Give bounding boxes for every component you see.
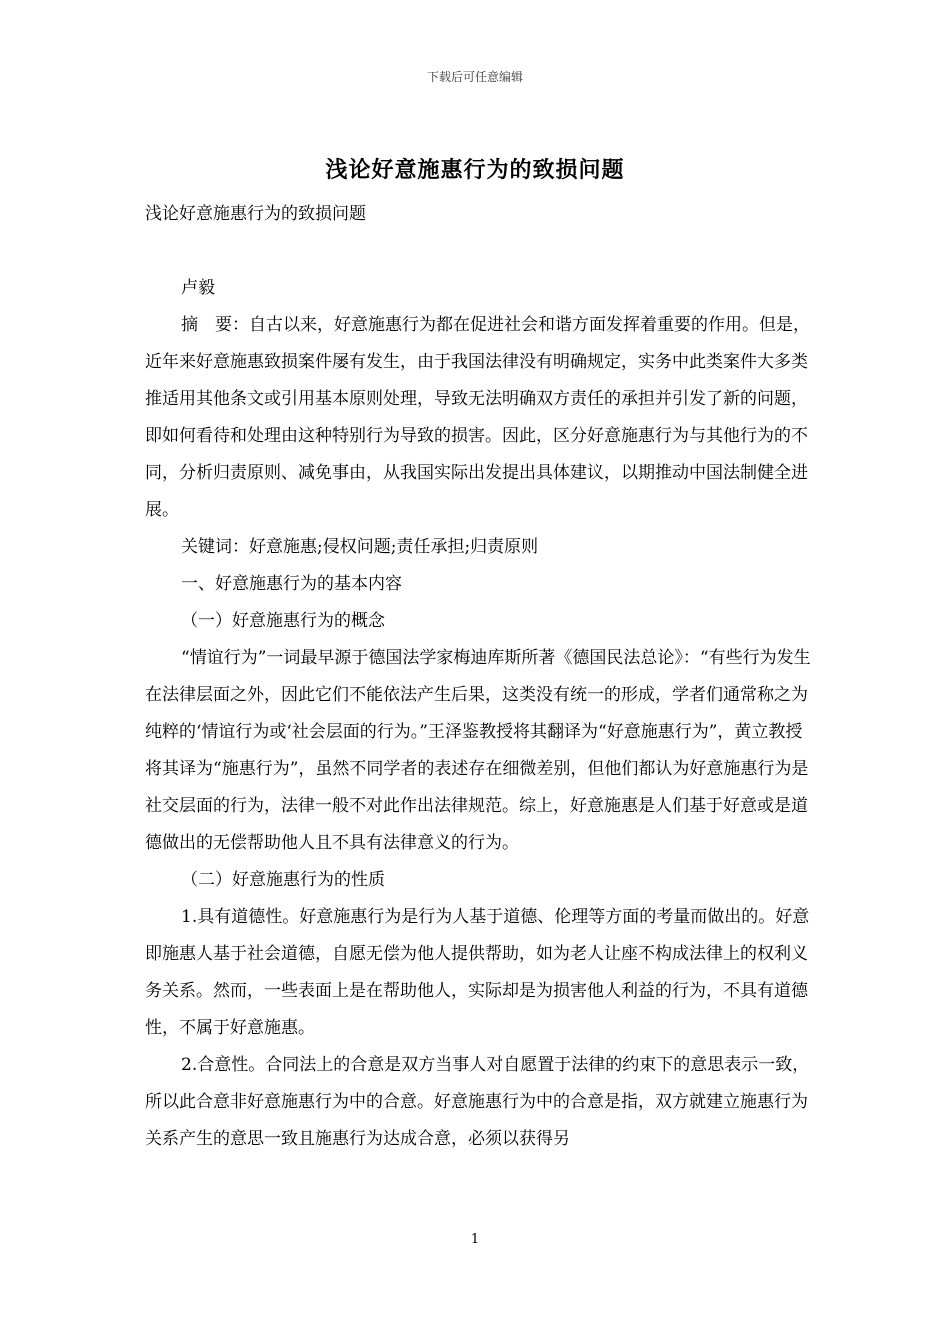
concept-paragraph: “情谊行为”一词最早源于德国法学家梅迪库斯所著《德国民法总论》：“有些行为发生在法律层面之外，因此它们不能依法产生后果，这类没有统一的形成，学者们通常称之为纯粹的‘情谊行为或‘社会层面的行为。”王泽鉴教授将其翻译为“好意施惠行为”，黄立教授将其译为“施惠行为”，虽然不同学者的表述存在细微差别，但他们都认为好意施惠行为是社交层面的行为，法律一般不对此作出法律规范。综上，好意施惠是人们基于好意或是道德做出的无偿帮助他人且不具有法律意义的行为。 <box>145 648 811 853</box>
page-header-note: 下载后可任意编辑 <box>426 70 523 84</box>
moral-paragraph: 1.具有道德性。好意施惠行为是行为人基于道德、伦理等方面的考量而做出的。好意即施惠人基于社会道德，自愿无偿为他人提供帮助，如为老人让座不构成法律上的权利义务关系。然而，一些表面上是在帮助他人，实际却是为损害他人利益的行为，不具有道德性，不属于好意施惠。 <box>145 907 810 1038</box>
document-body <box>145 196 817 1158</box>
document-subtitle: 浅论好意施惠行为的致损问题 <box>145 204 366 224</box>
document-title: 浅论好意施惠行为的致损问题 <box>325 157 625 183</box>
section-heading: 一、好意施惠行为的基本内容 <box>181 574 402 594</box>
author-name: 卢毅 <box>181 278 215 298</box>
abstract-paragraph: 摘 要：自古以来，好意施惠行为都在促进社会和谐方面发挥着重要的作用。但是，近年来好意施惠致损案件屡有发生，由于我国法律没有明确规定，实务中此类案件大多类推适用其他条文或引用基本原则处理，导致无法明确双方责任的承担并引发了新的问题，即如何看待和处理由这种特别行为导致的损害。因此，区分好意施惠行为与其他行为的不同，分析归责原则、减免事由，从我国实际出发提出具体建议，以期推动中国法制健全进展。 <box>145 315 810 520</box>
page-number: 1 <box>470 1232 480 1247</box>
keywords-line: 关键词：好意施惠;侵权问题;责任承担;归责原则 <box>181 537 539 557</box>
subsection-heading-nature: （二）好意施惠行为的性质 <box>181 870 385 890</box>
subsection-heading-concept: （一）好意施惠行为的概念 <box>181 611 385 631</box>
consent-paragraph: 2.合意性。合同法上的合意是双方当事人对自愿置于法律的约束下的意思表示一致，所以此合意非好意施惠行为中的合意。好意施惠行为中的合意是指，双方就建立施惠行为关系产生的意思一致且施惠行为达成合意，必须以获得另 <box>145 1055 810 1149</box>
blank-line <box>145 233 817 270</box>
